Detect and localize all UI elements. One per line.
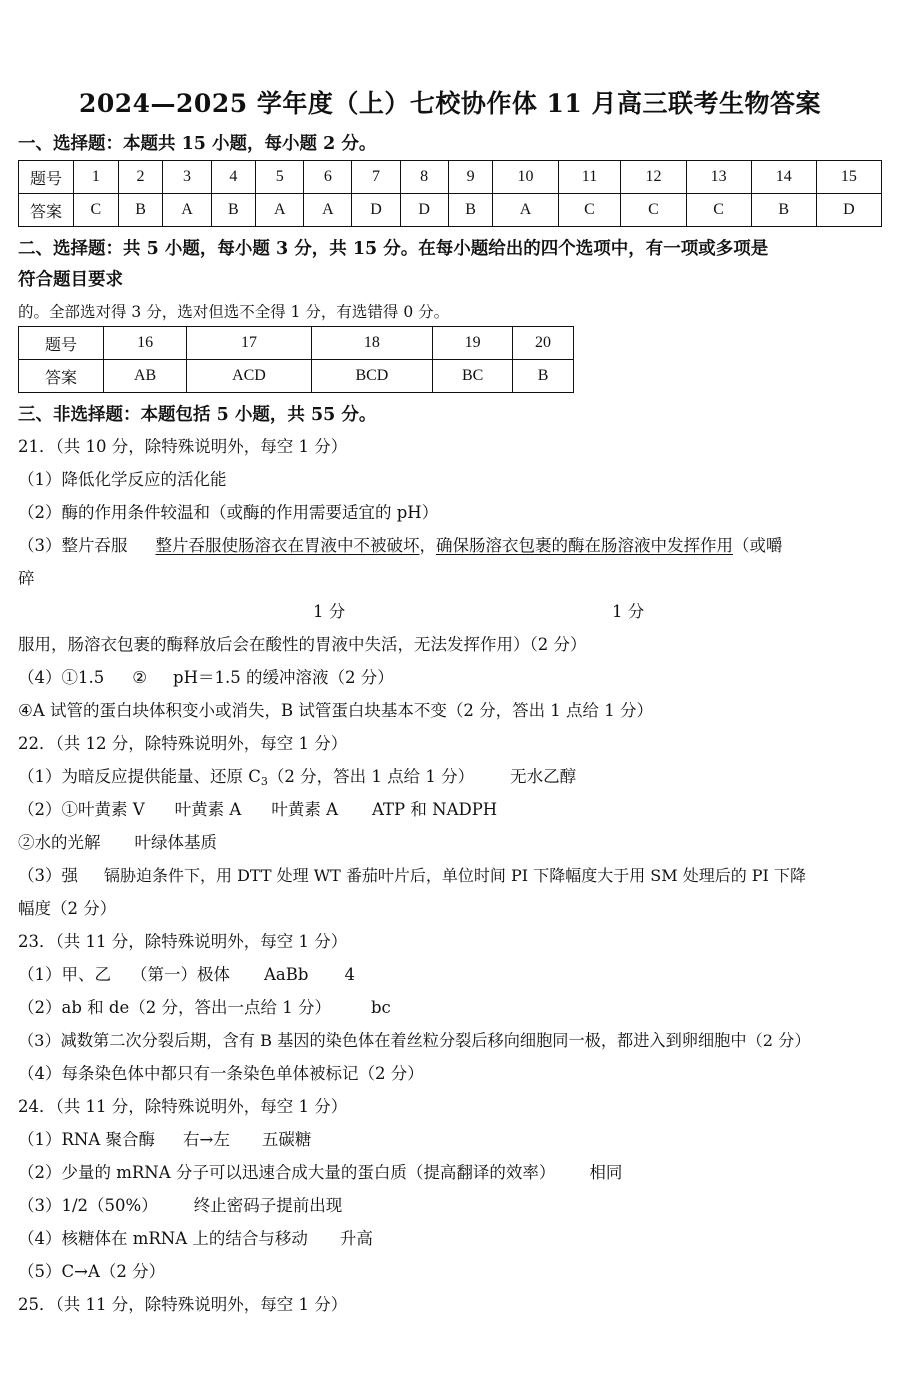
table-cell: 17 bbox=[187, 327, 312, 360]
q22-answer-3-b: 镉胁迫条件下，用 DTT 处理 WT 番茄叶片后，单位时间 PI 下降幅度大于用 SM 处理后的 PI 下降 bbox=[104, 866, 806, 885]
part2-scoring-note: 的。全部选对得 3 分，选对但选不全得 1 分，有选错得 0 分。 bbox=[18, 303, 450, 321]
table-cell: A bbox=[256, 194, 304, 227]
table-cell: B bbox=[448, 194, 493, 227]
q21-answer-3-comma: ， bbox=[419, 536, 436, 555]
table-cell: 13 bbox=[686, 161, 751, 194]
table-cell: AB bbox=[104, 360, 187, 393]
table-cell: B bbox=[211, 194, 256, 227]
page-title: 2024—2025 学年度（上）七校协作体 11 月高三联考生物答案 bbox=[78, 89, 822, 118]
table-cell: 19 bbox=[433, 327, 513, 360]
q21-answer-1: （1）降低化学反应的活化能 bbox=[18, 470, 227, 489]
q24-answer-1-c: 五碳糖 bbox=[261, 1130, 312, 1149]
q24-header: 24．（共 11 分，除特殊说明外，每空 1 分） bbox=[18, 1097, 348, 1116]
q24-answer-1-b: 右→左 bbox=[183, 1130, 230, 1149]
q23-answer-2-a: （2）ab 和 de（2 分，答出一点给 1 分） bbox=[18, 998, 331, 1017]
q24-answer-1-a: （1）RNA 聚合酶 bbox=[18, 1130, 156, 1149]
table-cell: BC bbox=[433, 360, 513, 393]
table-cell: 15 bbox=[816, 161, 881, 194]
table-cell: C bbox=[558, 194, 621, 227]
table-cell: 1 bbox=[74, 161, 119, 194]
q24-answer-5: （5）C→A（2 分） bbox=[18, 1262, 166, 1281]
q21-answer-3 bbox=[18, 532, 783, 556]
q23-header: 23．（共 11 分，除特殊说明外，每空 1 分） bbox=[18, 932, 348, 951]
row-label-answer: 答案 bbox=[19, 194, 74, 227]
table-cell: 11 bbox=[558, 161, 621, 194]
part2-answer-row bbox=[19, 360, 574, 393]
q21-answer-4-c: pH＝1.5 的缓冲溶液（2 分） bbox=[173, 668, 394, 687]
row-label-answer: 答案 bbox=[19, 360, 104, 393]
q22-answer-2-c: 叶黄素 A bbox=[271, 800, 339, 819]
table-cell: ACD bbox=[187, 360, 312, 393]
q24-answer-2-a: （2）少量的 mRNA 分子可以迅速合成大量的蛋白质（提高翻译的效率） bbox=[18, 1163, 556, 1182]
q24-answer-3-b: 终止密码子提前出现 bbox=[193, 1196, 343, 1215]
q22-answer-2-b: 叶黄素 A bbox=[174, 800, 242, 819]
q22-answer-2-a: （2）①叶黄素 V bbox=[18, 800, 145, 819]
q21-score-note-2: 1 分 bbox=[612, 602, 645, 621]
table-cell: 8 bbox=[400, 161, 448, 194]
table-cell: A bbox=[304, 194, 352, 227]
part1-heading: 一、选择题：本题共 15 小题，每小题 2 分。 bbox=[18, 134, 377, 154]
q24-answer-2-b: 相同 bbox=[589, 1163, 623, 1182]
q21-answer-4-d: ④A 试管的蛋白块体积变小或消失，B 试管蛋白块基本不变（2 分，答出 1 点给 1 分） bbox=[18, 701, 654, 720]
q21-answer-4-b: ② bbox=[132, 668, 148, 687]
part3-heading: 三、非选择题：本题包括 5 小题，共 55 分。 bbox=[18, 405, 377, 425]
table-cell: 2 bbox=[118, 161, 163, 194]
part2-answer-table bbox=[18, 326, 574, 393]
table-cell: 12 bbox=[621, 161, 686, 194]
q23-answer-2 bbox=[18, 994, 391, 1018]
part1-number-row bbox=[19, 161, 882, 194]
q23-answer-1-b: （第一）极体 bbox=[131, 965, 230, 984]
table-cell: C bbox=[621, 194, 686, 227]
q23-answer-4: （4）每条染色体中都只有一条染色单体被标记（2 分） bbox=[18, 1064, 424, 1083]
q22-answer-2-e: ②水的光解 bbox=[18, 833, 101, 852]
part2-heading-cont: 符合题目要求 bbox=[18, 270, 123, 290]
q24-answer-4 bbox=[18, 1225, 373, 1249]
q25-header: 25．（共 11 分，除特殊说明外，每空 1 分） bbox=[18, 1295, 348, 1314]
q22-answer-2 bbox=[18, 796, 497, 820]
q22-answer-3-a: （3）强 bbox=[18, 866, 78, 885]
table-cell: BCD bbox=[311, 360, 432, 393]
part1-answer-table bbox=[18, 160, 882, 227]
table-cell: 9 bbox=[448, 161, 493, 194]
part2-number-row bbox=[19, 327, 574, 360]
part2-heading: 二、选择题：共 5 小题，每小题 3 分，共 15 分。在每小题给出的四个选项中，有一项或多项是 bbox=[18, 239, 769, 259]
q22-answer-1-b: 无水乙醇 bbox=[510, 767, 577, 786]
table-cell: 10 bbox=[493, 161, 558, 194]
q24-answer-1 bbox=[18, 1126, 311, 1150]
table-cell: 5 bbox=[256, 161, 304, 194]
q22-answer-1-sub: 3 bbox=[260, 775, 268, 788]
row-label-number: 题号 bbox=[19, 161, 74, 194]
q21-answer-3-underline-1: 整片吞服使肠溶衣在胃液中不被破坏 bbox=[155, 536, 420, 555]
q24-answer-3 bbox=[18, 1192, 342, 1216]
q22-answer-2-cont bbox=[18, 829, 217, 853]
table-cell: C bbox=[686, 194, 751, 227]
q23-answer-1-c: AaBb bbox=[264, 965, 309, 984]
q22-answer-2-f: 叶绿体基质 bbox=[134, 833, 217, 852]
table-cell: C bbox=[74, 194, 119, 227]
row-label-number: 题号 bbox=[19, 327, 104, 360]
q21-answer-3-tail: （或嚼 bbox=[733, 536, 783, 555]
q24-answer-4-b: 升高 bbox=[339, 1229, 373, 1248]
q24-answer-2 bbox=[18, 1159, 622, 1183]
q21-answer-4-a: （4）①1.5 bbox=[18, 668, 105, 687]
table-cell: B bbox=[513, 360, 574, 393]
q23-answer-2-b: bc bbox=[370, 998, 391, 1017]
table-cell: 16 bbox=[104, 327, 187, 360]
q22-answer-2-d: ATP 和 NADPH bbox=[372, 800, 498, 819]
q24-answer-4-a: （4）核糖体在 mRNA 上的结合与移动 bbox=[18, 1229, 308, 1248]
table-cell: 14 bbox=[751, 161, 816, 194]
part1-answer-row bbox=[19, 194, 882, 227]
q24-answer-3-a: （3）1/2（50%） bbox=[18, 1196, 158, 1215]
q23-answer-1-d: 4 bbox=[344, 965, 355, 984]
table-cell: B bbox=[118, 194, 163, 227]
q21-header: 21．（共 10 分，除特殊说明外，每空 1 分） bbox=[18, 437, 348, 456]
q23-answer-1 bbox=[18, 961, 355, 985]
q22-header: 22．（共 12 分，除特殊说明外，每空 1 分） bbox=[18, 734, 348, 753]
q21-answer-4 bbox=[18, 664, 394, 688]
q21-answer-3-cont: 服用，肠溶衣包裹的酶释放后会在酸性的胃液中失活，无法发挥作用）（2 分） bbox=[18, 635, 587, 654]
table-cell: D bbox=[400, 194, 448, 227]
table-cell: A bbox=[163, 194, 211, 227]
q22-answer-3-cont: 幅度（2 分） bbox=[18, 899, 117, 918]
q23-answer-1-a: （1）甲、乙 bbox=[18, 965, 111, 984]
q23-answer-3: （3）减数第二次分裂后期，含有 B 基因的染色体在着丝粒分裂后移向细胞同一极，都进入到卵细胞中（2 分） bbox=[18, 1031, 811, 1050]
q22-answer-3 bbox=[18, 862, 806, 886]
table-cell: D bbox=[352, 194, 400, 227]
table-cell: A bbox=[493, 194, 558, 227]
q21-answer-3-underline-2: 确保肠溶衣包裹的酶在肠溶液中发挥作用 bbox=[436, 536, 733, 555]
table-cell: D bbox=[816, 194, 881, 227]
q22-answer-1-pre: （1）为暗反应提供能量、还原 C bbox=[18, 767, 261, 786]
table-cell: 6 bbox=[304, 161, 352, 194]
q21-answer-3-wrap: 碎 bbox=[18, 569, 35, 588]
table-cell: B bbox=[751, 194, 816, 227]
table-cell: 18 bbox=[311, 327, 432, 360]
q22-answer-1-post: （2 分，答出 1 点给 1 分） bbox=[267, 767, 475, 786]
q21-answer-3-prefix: （3）整片吞服 bbox=[18, 536, 128, 555]
q22-answer-1 bbox=[18, 763, 576, 788]
table-cell: 7 bbox=[352, 161, 400, 194]
table-cell: 4 bbox=[211, 161, 256, 194]
q21-score-note-1: 1 分 bbox=[313, 602, 346, 621]
table-cell: 3 bbox=[163, 161, 211, 194]
table-cell: 20 bbox=[513, 327, 574, 360]
q21-answer-2: （2）酶的作用条件较温和（或酶的作用需要适宜的 pH） bbox=[18, 503, 439, 522]
